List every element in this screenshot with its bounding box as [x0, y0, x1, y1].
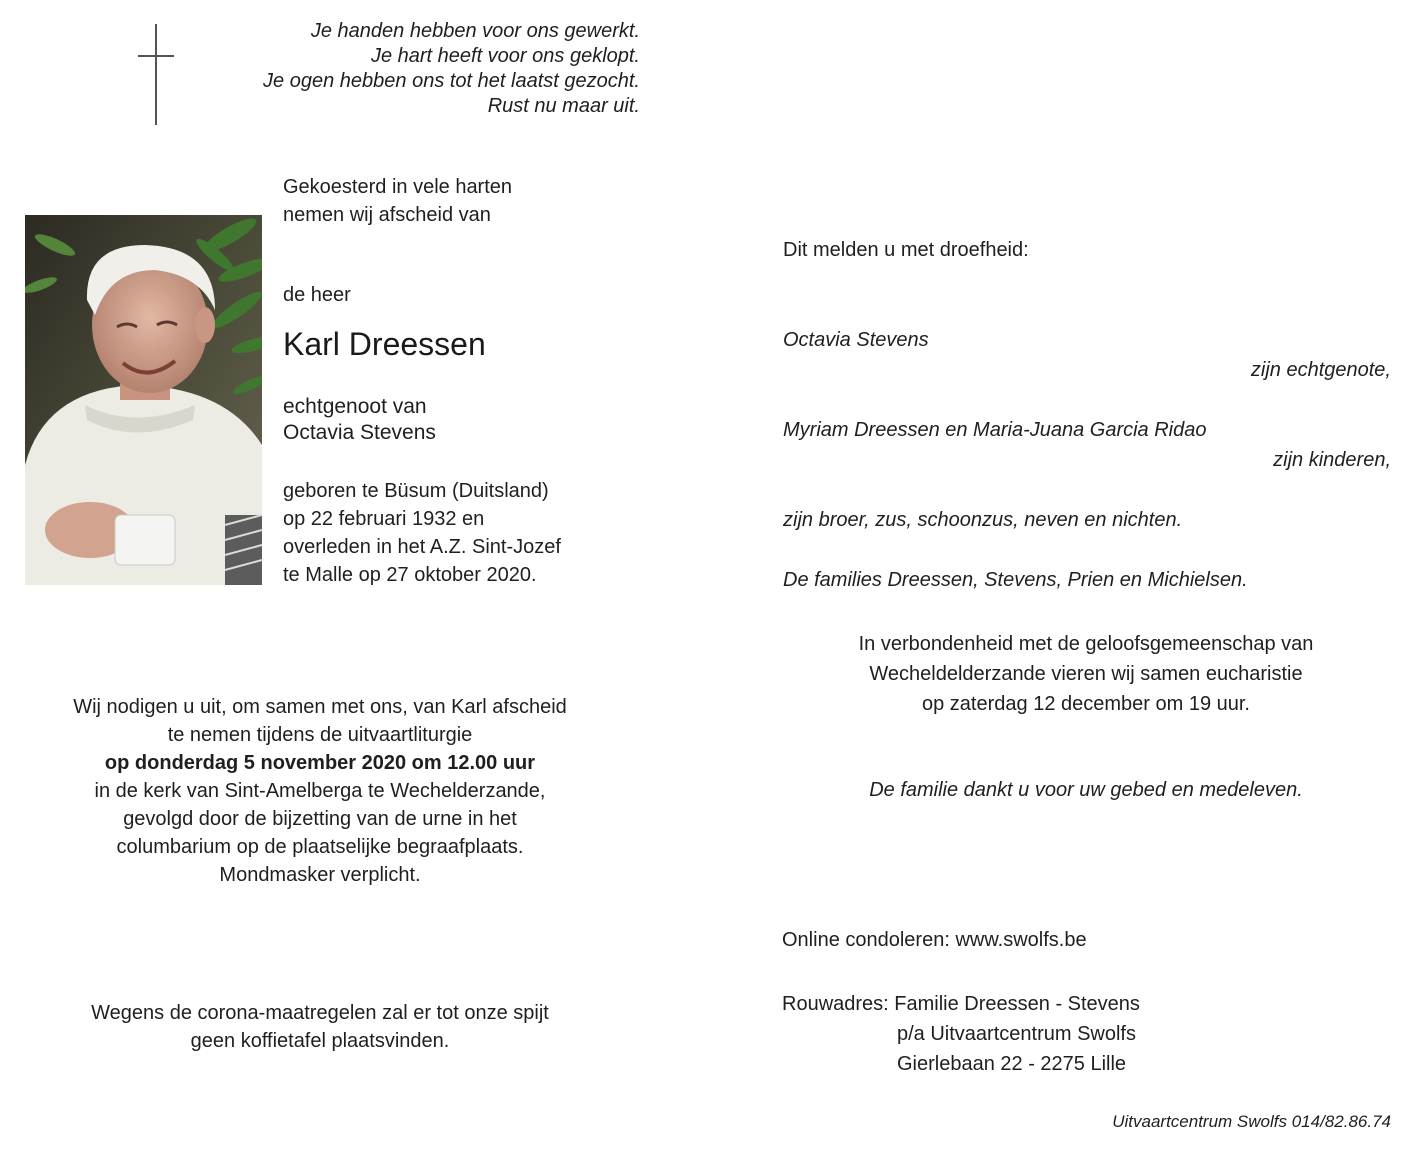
- families-line: De families Dreessen, Stevens, Prien en Michielsen.: [783, 569, 1248, 591]
- invitation-line: Wij nodigen u uit, om samen met ons, van Karl afscheid: [73, 696, 567, 718]
- corona-notice: [40, 999, 600, 1055]
- poem-line: Rust nu maar uit.: [487, 95, 640, 117]
- invitation-line: columbarium op de plaatselijke begraafplaats.: [116, 836, 524, 858]
- mourning-address: [782, 989, 1140, 1079]
- cross-vertical: [155, 24, 157, 125]
- faith-line: In verbondenheid met de geloofsgemeenschap van: [858, 633, 1314, 655]
- poem: [200, 19, 640, 119]
- portrait-photo: [25, 215, 262, 585]
- online-condolence: Online condoleren: www.swolfs.be: [782, 929, 1087, 951]
- death-line: overleden in het A.Z. Sint-Jozef: [283, 536, 561, 558]
- faith-community-notice: [780, 629, 1392, 719]
- death-line: te Malle op 27 oktober 2020.: [283, 564, 537, 586]
- invitation-line: te nemen tijdens de uitvaartliturgie: [167, 724, 473, 746]
- announcement: Dit melden u met droefheid:: [783, 239, 1029, 261]
- poem-line: Je hart heeft voor ons geklopt.: [370, 45, 640, 67]
- deceased-name: Karl Dreessen: [283, 326, 486, 362]
- intro-line: Gekoesterd in vele harten: [283, 176, 513, 198]
- birth-death-info: [283, 477, 561, 589]
- family-member-relation: zijn kinderen,: [1273, 449, 1391, 471]
- address-line: p/a Uitvaartcentrum Swolfs: [897, 1023, 1136, 1045]
- relatives-line: zijn broer, zus, schoonzus, neven en nichten.: [783, 509, 1183, 531]
- intro-line: nemen wij afscheid van: [283, 204, 491, 226]
- funeral-home-footer: Uitvaartcentrum Swolfs 014/82.86.74: [1112, 1112, 1391, 1131]
- birth-line: geboren te Büsum (Duitsland): [283, 480, 549, 502]
- invitation-date: op donderdag 5 november 2020 om 12.00 uur: [104, 752, 536, 774]
- honorific: de heer: [283, 284, 351, 306]
- funeral-invitation: [40, 693, 600, 889]
- thanks-note: De familie dankt u voor uw gebed en medeleven.: [869, 779, 1303, 801]
- family-member-relation: zijn echtgenote,: [1250, 359, 1391, 381]
- intro-text: [283, 173, 512, 229]
- spouse-info: [283, 394, 436, 446]
- corona-line: geen koffietafel plaatsvinden.: [190, 1030, 450, 1052]
- poem-line: Je handen hebben voor ons gewerkt.: [310, 20, 640, 42]
- poem-line: Je ogen hebben ons tot het laatst gezocht.: [263, 70, 640, 92]
- faith-line: op zaterdag 12 december om 19 uur.: [922, 693, 1250, 715]
- spouse-line: echtgenoot van: [283, 395, 427, 418]
- birth-line: op 22 februari 1932 en: [283, 508, 485, 530]
- family-member-name: Myriam Dreessen en Maria-Juana Garcia Ridao: [783, 419, 1207, 441]
- family-member-name: Octavia Stevens: [783, 329, 929, 351]
- invitation-line: Mondmasker verplicht.: [219, 864, 421, 886]
- invitation-line: gevolgd door de bijzetting van de urne in het: [123, 808, 517, 830]
- invitation-line: in de kerk van Sint-Amelberga te Wechelderzande,: [94, 780, 546, 802]
- cross-horizontal: [138, 55, 174, 57]
- corona-line: Wegens de corona-maatregelen zal er tot onze spijt: [91, 1002, 549, 1024]
- spouse-line: Octavia Stevens: [283, 421, 436, 444]
- faith-line: Wecheldelderzande vieren wij samen eucharistie: [869, 663, 1303, 685]
- address-line: Rouwadres: Familie Dreessen - Stevens: [782, 993, 1140, 1015]
- address-line: Gierlebaan 22 - 2275 Lille: [897, 1053, 1127, 1075]
